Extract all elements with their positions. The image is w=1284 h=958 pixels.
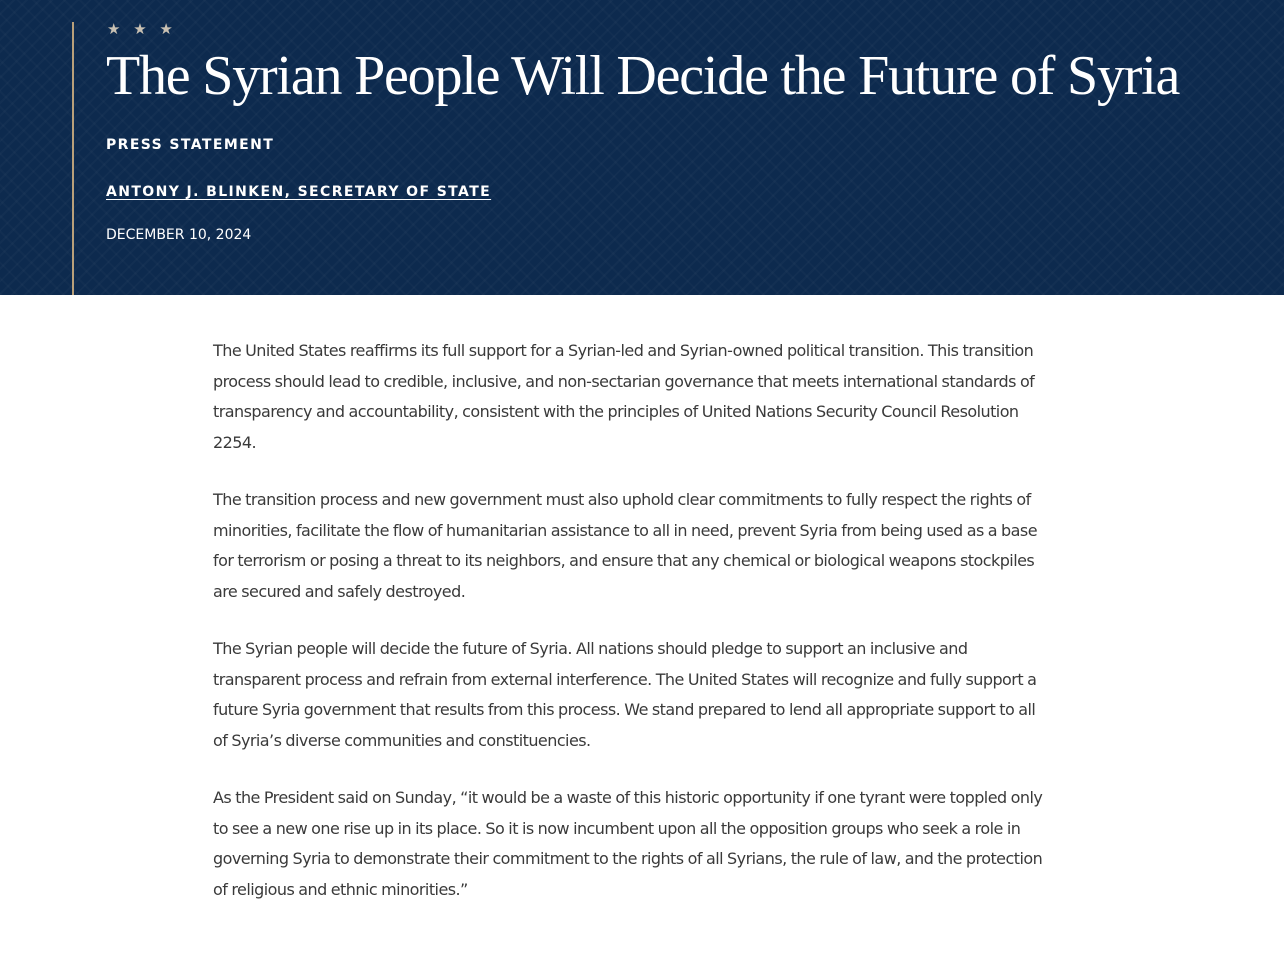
accent-rule [72,22,74,295]
author-link[interactable]: ANTONY J. BLINKEN, SECRETARY OF STATE [106,184,492,200]
stars-icon: ★ ★ ★ [107,20,177,38]
article-paragraph: The Syrian people will decide the future of Syria. All nations should pledge to support an inclusive and transparent process and refrain from external interference. The United States will recognize and fully support a future Syria government that results from this process. We stand prepared to lend all appropriate support to all of Syria’s diverse communities and constituencies. [213,639,1037,750]
page-title: The Syrian People Will Decide the Future of Syria [106,45,1180,107]
page-header [0,0,1284,295]
publish-date: DECEMBER 10, 2024 [106,227,252,243]
article-body [213,336,1043,932]
article-type-label: PRESS STATEMENT [106,137,275,153]
article-paragraph: The transition process and new government must also uphold clear commitments to fully respect the rights of minorities, facilitate the flow of humanitarian assistance to all in need, prevent Syria from being used as a base for terrorism or posing a threat to its neighbors, and ensure that any chemical or biological weapons stockpiles are secured and safely destroyed. [213,490,1037,601]
article-paragraph: The United States reaffirms its full support for a Syrian-led and Syrian-owned political transition. This transition process should lead to credible, inclusive, and non-sectarian governance that meets international standards of transparency and accountability, consistent with the principles of United Nations Security Council Resolution 2254. [213,341,1035,452]
article-paragraph: As the President said on Sunday, “it would be a waste of this historic opportunity if one tyrant were toppled only to see a new one rise up in its place. So it is now incumbent upon all the opposition groups who seek a role in governing Syria to demonstrate their commitment to the rights of all Syrians, the rule of law, and the protection of religious and ethnic minorities.” [213,788,1043,899]
